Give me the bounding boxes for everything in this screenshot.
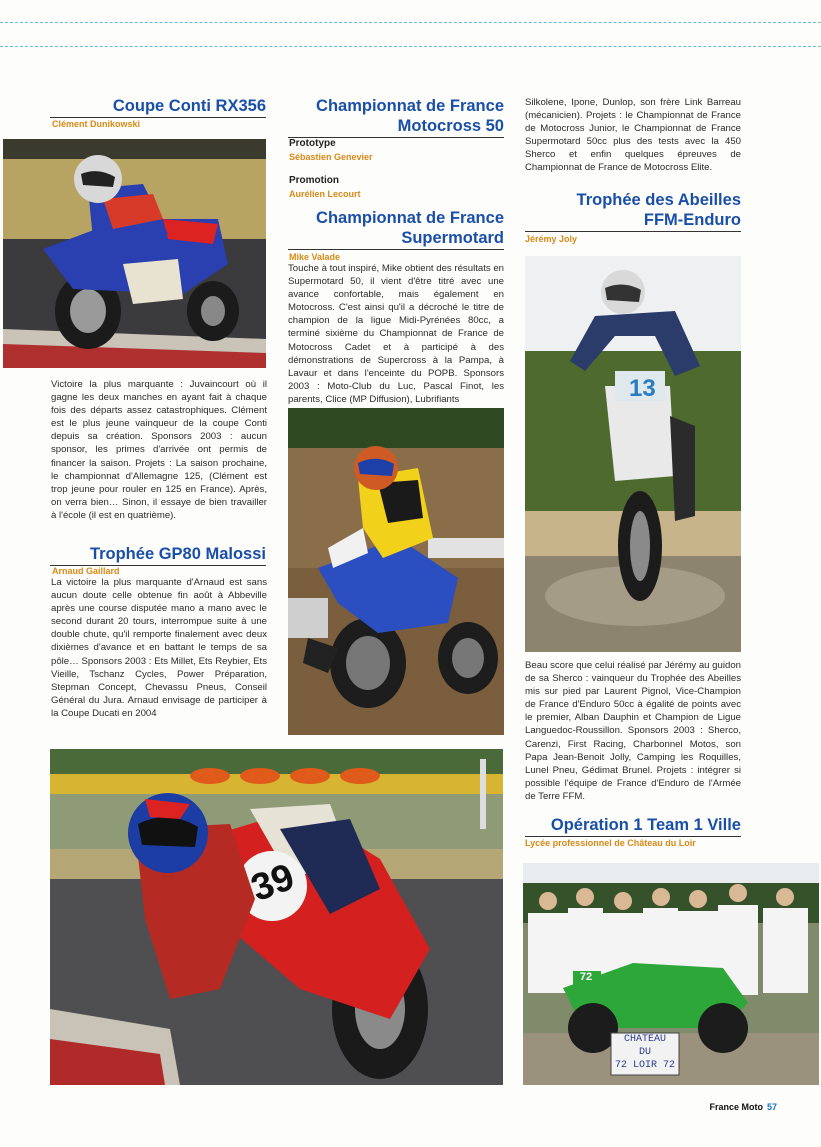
svg-text:13: 13 (629, 375, 656, 402)
name-mike-valade: Mike Valade (289, 252, 341, 262)
photo-supermotard-rider (288, 408, 504, 735)
photo-conti-rider (3, 139, 266, 368)
label-promotion: Promotion (289, 175, 339, 186)
page-number: 57 (766, 1102, 777, 1112)
heading-abeilles: Trophée des Abeilles FFM-Enduro (525, 190, 741, 232)
name-lycee-chateau-du-loir: Lycée professionnel de Château du Loir (525, 838, 696, 848)
text-supermotard: Touche à tout inspiré, Mike obtient des résultats en Supermotard 50, il vient d'être titré avec une avance confortable, mais également en Motocross. C'est ainsi qu'il a décroché le titre de champion de la ligue Midi-Pyrénées 80cc, a terminé sixième du Championnat de France de Motocross Cadet et à participé à des démonstrations de Supercross à la Pampa, à Lavaur et dans l'enceinte du POPB. Sponsors 2003 : Moto-Club du Luc, Pascal Finot, les parents, Clice (MP Diffusion), Lubrifiants (288, 263, 504, 405)
heading-gp80: Trophée GP80 Malossi (50, 544, 266, 566)
heading-coupe-conti: Coupe Conti RX356 (50, 96, 266, 118)
heading-team-ville: Opération 1 Team 1 Ville (525, 815, 741, 837)
name-aurelien-lecourt: Aurélien Lecourt (289, 189, 361, 199)
photo-gp80-rider-39 (50, 749, 503, 1085)
team-bike-number: 72 (579, 971, 593, 983)
bike-number-39: 39 (245, 856, 300, 910)
team-sign: CHATEAU DU 72 LOIR 72 (614, 1034, 675, 1071)
text-conti: Victoire la plus marquante : Juvaincourt où il gagne les deux manches en ayant fait à chaque fois des départs assez catastrophiques. Clément est le plus jeune vainqueur de la coupe Conti depuis sa création. Sponsors 2003 : aucun sponsor, les primes d'arrivée ont permis de financer la saison. Projets : La saison prochaine, le championnat d'Allemagne 125, (Clément est trop jeune pour rouler en 125 en France). Après, on verra bien… Sinon, il essaye de bien travailler à l'école (il est en quatrième). (51, 379, 267, 521)
name-arnaud-gaillard: Arnaud Gaillard (52, 566, 120, 576)
heading-supermotard: Championnat de France Supermotard (288, 208, 504, 250)
page-footer (709, 1102, 777, 1112)
magazine-name: France Moto (709, 1102, 763, 1112)
name-sebastien-genevier: Sébastien Genevier (289, 152, 373, 162)
name-clement-dunikowski: Clément Dunikowski (52, 119, 141, 129)
text-supermotard-continued: Silkolene, Ipone, Dunlop, son frère Link Barreau (mécanicien). Projets : le Championnat de France de Motocross Junior, le Championnat de France Supermotard 50cc plus des tests avec la 450 Sherco et enfin quelques épreuves de Championnat de France de Motocross Elite. (525, 97, 741, 174)
label-prototype: Prototype (289, 138, 336, 149)
photo-team-group (523, 863, 819, 1085)
text-abeilles: Beau score que celui réalisé par Jérémy au guidon de sa Sherco : vainqueur du Trophée des Abeilles mis sur pied par Laurent Pignol, Vice-Champion de France d'Enduro 50cc à égalité de points avec le premier, Alban Dauphin et Champion de Ligue Languedoc-Roussillon. Sponsors 2003 : Sherco, Carenzi, First Racing, Charbonnel Motos, son Papa Jean-Benoit Jolly, Camping les Roquilles, Lunel Pneu, Gédimat Brunel. Projets : intégrer si possible l'équipe de France d'Enduro de l'Armée de Terre FFM. (525, 660, 741, 802)
text-gp80: La victoire la plus marquante d'Arnaud est sans aucun doute celle obtenue fin août à Abbeville après une course disputée mano a mano avec le second durant 20 tours, interrompue suite à une double chute, qu'il remporte finalement avec deux dixièmes d'avance et en battant le temps de sa pôle… Sponsors 2003 : Ets Millet, Ets Reybier, Ets Vieille, Tschanz Cycles, Power Préparation, Stepman Concept, Chevassu Pneus, Conseil Général du Jura. Arnaud envisage de participer à la Coupe Ducati en 2004 (51, 577, 267, 719)
heading-motocross-50: Championnat de France Motocross 50 (288, 96, 504, 138)
photo-enduro-rider (525, 256, 741, 652)
top-dashed-rule-2 (0, 46, 821, 47)
top-dashed-rule (0, 22, 821, 23)
name-jeremy-joly: Jérémy Joly (525, 234, 578, 244)
